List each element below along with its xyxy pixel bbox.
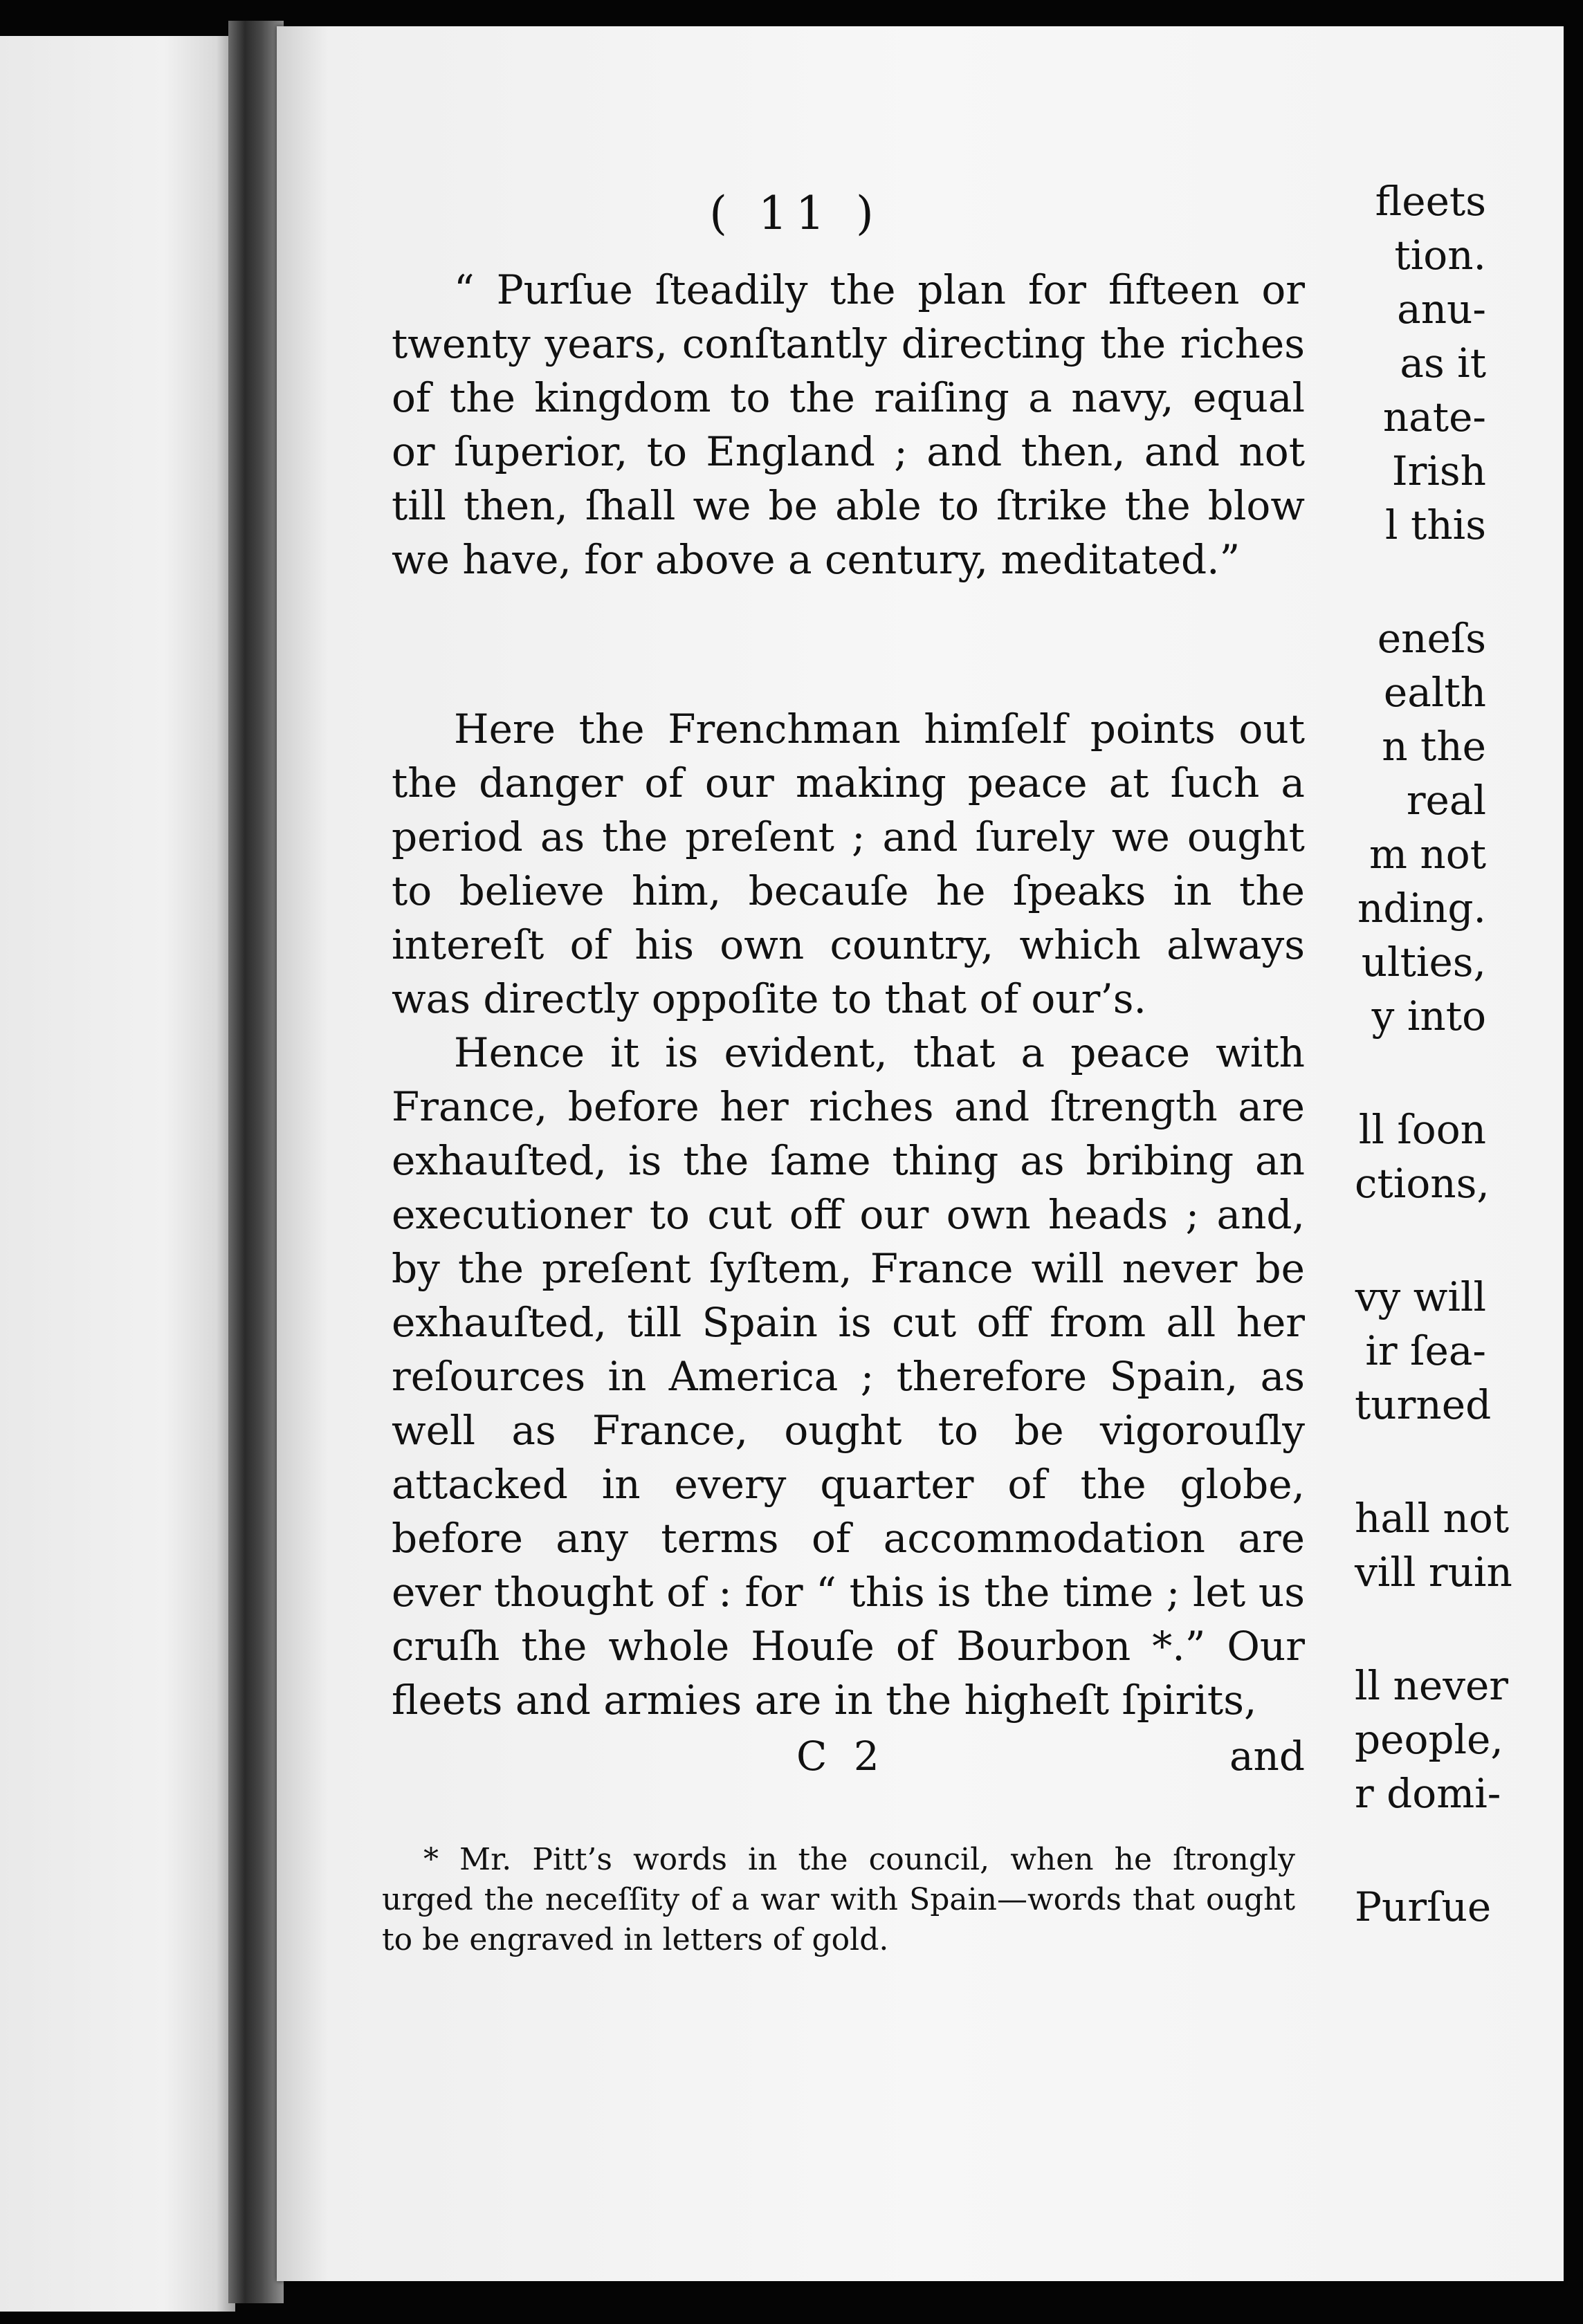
left-page-line: anu-: [1397, 286, 1486, 333]
left-page-line: ll ſoon: [1358, 1106, 1486, 1153]
left-page-line: vill ruin: [1355, 1549, 1512, 1596]
left-page-line: nding.: [1357, 885, 1486, 932]
left-page-line: as it: [1400, 340, 1486, 387]
left-page: [0, 36, 235, 2312]
left-page-line: ctions,: [1355, 1160, 1490, 1207]
left-page-line: ealth: [1383, 669, 1486, 716]
left-page-line: l this: [1385, 501, 1486, 548]
paragraph: “ Purſue ſteadily the plan for fifteen or twenty years, conſtantly directing the riches of the kingdom to the raiſing a navy, equal or ſuperior, to England ; and then, and not till then, ſhall we be able to ſtrike the blow we have, for above a century, meditated.”: [392, 266, 1305, 583]
left-page-line: nate-: [1382, 394, 1486, 441]
left-page-line: r domi-: [1355, 1770, 1501, 1817]
left-page-line: eneſs: [1377, 615, 1486, 662]
paragraph: Hence it is evident, that a peace with France, before her riches and ſtrength are exhauſted, is the ſame thing as bribing an executioner to cut off our own heads ; and, by the preſent ſyſtem, France will never be exhauſted, till Spain is cut off from all her reſources in America ; therefore Spain, as well as France, ought to be vigorouſly attacked in every quarter of the globe, before any terms of accommodation are ever thought of : for “ this is the time ; let us cruſh the whole Houſe of Bourbon *.” Our fleets and armies are in the higheſt ſpirits,: [392, 1029, 1305, 1724]
catchword: and: [1229, 1733, 1305, 1780]
left-page-line: people,: [1355, 1716, 1503, 1763]
footnote: [382, 1840, 1295, 1960]
left-page-line: fleets: [1375, 178, 1486, 225]
left-page-line: ir ſea-: [1365, 1327, 1486, 1374]
left-page-line: hall not: [1355, 1495, 1510, 1542]
left-page-line: ulties,: [1361, 939, 1486, 986]
left-page-line: Purſue: [1355, 1883, 1492, 1930]
left-page-line: m not: [1369, 831, 1486, 878]
book-gutter: [228, 21, 284, 2303]
paragraph: Here the Frenchman himſelf points out the danger of our making peace at ſuch a period as the preſent ; and ſurely we ought to believe him, becauſe he ſpeaks in the intereſt of his own country, which always was directly oppoſite to that of our’s.: [392, 706, 1305, 1022]
left-page-line: y into: [1371, 993, 1486, 1040]
left-page-line: n the: [1382, 723, 1486, 770]
left-page-line: ll never: [1355, 1662, 1509, 1709]
left-page-line: real: [1406, 777, 1486, 824]
signature-line: [392, 1733, 1305, 1788]
left-page-line: vy will: [1355, 1273, 1486, 1320]
left-page-line: tion.: [1394, 232, 1486, 279]
quotation-paragraph: [392, 263, 1305, 587]
left-page-line: Irish: [1391, 448, 1486, 495]
main-text: [392, 702, 1305, 1727]
signature-mark: C 2: [796, 1733, 886, 1780]
page-number: ( 11 ): [709, 187, 882, 240]
left-page-line: turned: [1355, 1381, 1492, 1428]
footnote-text: * Mr. Pitt’s words in the council, when he ſtrongly urged the neceſſity of a war with Spain—words that ought to be engraved in letters of gold.: [382, 1842, 1295, 1957]
